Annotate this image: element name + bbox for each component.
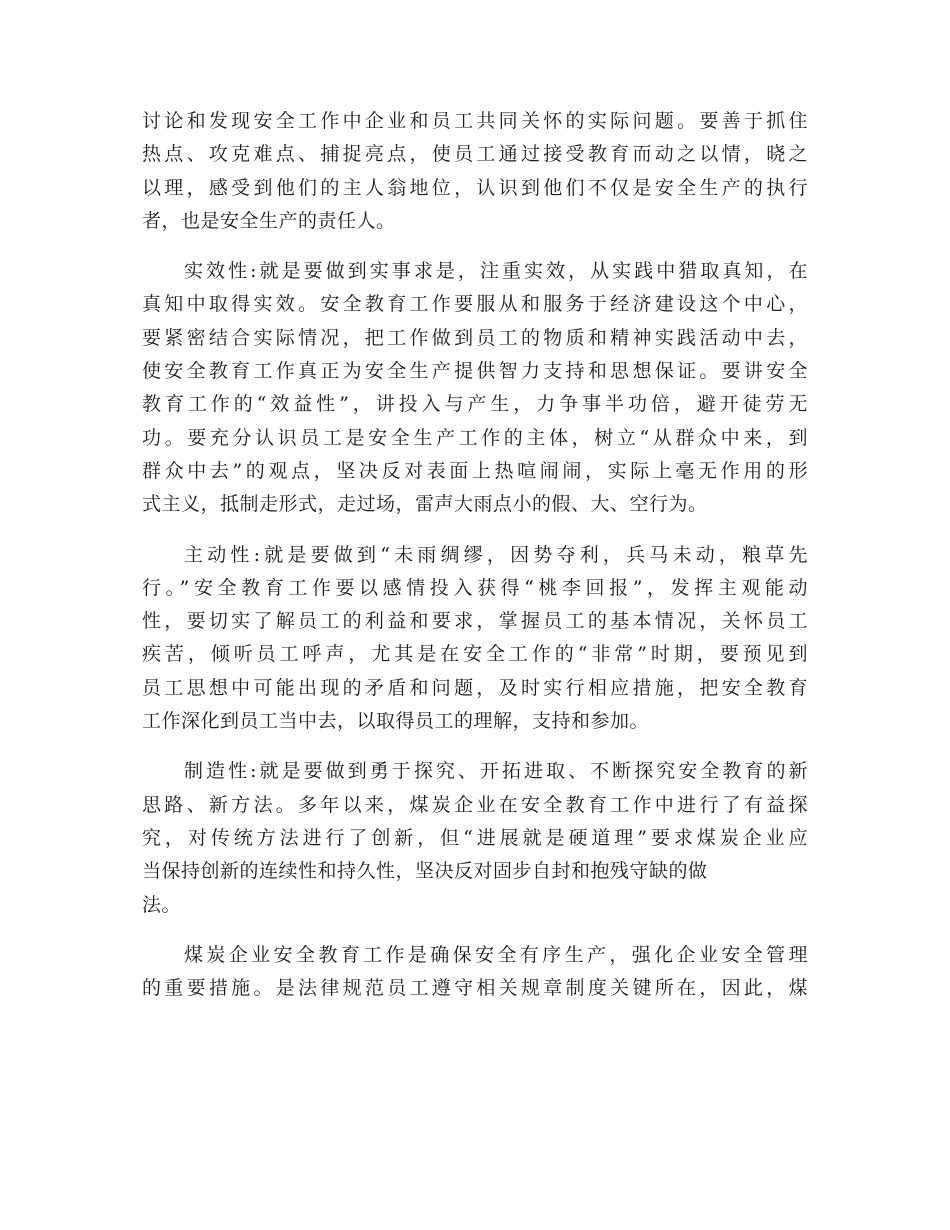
paragraph-3 <box>142 539 808 739</box>
text-line: 教育工作的“效益性”，讲投入与产生，力争事半功倍，避开徒劳无 <box>142 393 808 416</box>
text-line: 主动性:就是要做到“未雨绸缪，因势夺利，兵马未动，粮草先 <box>184 543 808 566</box>
text-line: 制造性:就是要做到勇于探究、开拓进取、不断探究安全教育的新 <box>184 760 808 783</box>
text-line: 实效性:就是要做到实事求是，注重实效，从实践中猎取真知，在 <box>184 260 808 283</box>
text-line: 群众中去”的观点，坚决反对表面上热喧闹闹，实际上毫无作用的形 <box>142 459 808 482</box>
text-line: 要紧密结合实际情况，把工作做到员工的物质和精神实践活动中去， <box>142 326 808 349</box>
text-line: 性，要切实了解员工的利益和要求，掌握员工的基本情况，关怀员工 <box>142 610 808 633</box>
document-page <box>142 105 808 1005</box>
paragraph-5 <box>142 939 808 1006</box>
text-line: 使安全教育工作真正为安全生产提供智力支持和思想保证。要讲安全 <box>142 360 808 383</box>
paragraph-4 <box>142 755 808 921</box>
text-line: 究，对传统方法进行了创新，但“进展就是硬道理”要求煤炭企业应 <box>142 826 808 849</box>
text-line: 煤炭企业安全教育工作是确保安全有序生产，强化企业安全管理 <box>184 943 808 966</box>
text-line: 工作深化到员工当中去，以取得员工的理解，支持和参加。 <box>142 710 650 733</box>
text-line: 以理，感受到他们的主人翁地位，认识到他们不仅是安全生产的执行 <box>142 176 808 199</box>
text-line: 疾苦，倾听员工呼声，尤其是在安全工作的“非常”时期，要预见到 <box>142 643 808 666</box>
text-line: 式主义，抵制走形式，走过场，雷声大雨点小的假、大、空行为。 <box>142 493 708 516</box>
text-line: 法。 <box>142 893 182 916</box>
text-line: 员工思想中可能出现的矛盾和问题，及时实行相应措施，把安全教育 <box>142 676 808 699</box>
text-line: 功。要充分认识员工是安全生产工作的主体，树立“从群众中来，到 <box>142 426 808 449</box>
text-line: 讨论和发现安全工作中企业和员工共同关怀的实际问题。要善于抓住 <box>142 110 808 132</box>
paragraph-1 <box>142 105 808 238</box>
text-line: 真知中取得实效。安全教育工作要服从和服务于经济建设这个中心， <box>142 293 808 316</box>
paragraph-2 <box>142 255 808 521</box>
text-line: 当保持创新的连续性和持久性，坚决反对固步自封和抱残守缺的做 <box>142 860 708 883</box>
text-line: 热点、攻克难点、捕捉亮点，使员工通过接受教育而动之以情，晓之 <box>142 143 808 166</box>
text-line: 者，也是安全生产的责任人。 <box>142 209 396 232</box>
text-line: 的重要措施。是法律规范员工遵守相关规章制度关键所在，因此，煤 <box>142 977 808 1000</box>
text-line: 思路、新方法。多年以来，煤炭企业在安全教育工作中进行了有益探 <box>142 793 808 816</box>
text-line: 行。”安全教育工作要以感情投入获得“桃李回报”，发挥主观能动 <box>142 576 808 599</box>
